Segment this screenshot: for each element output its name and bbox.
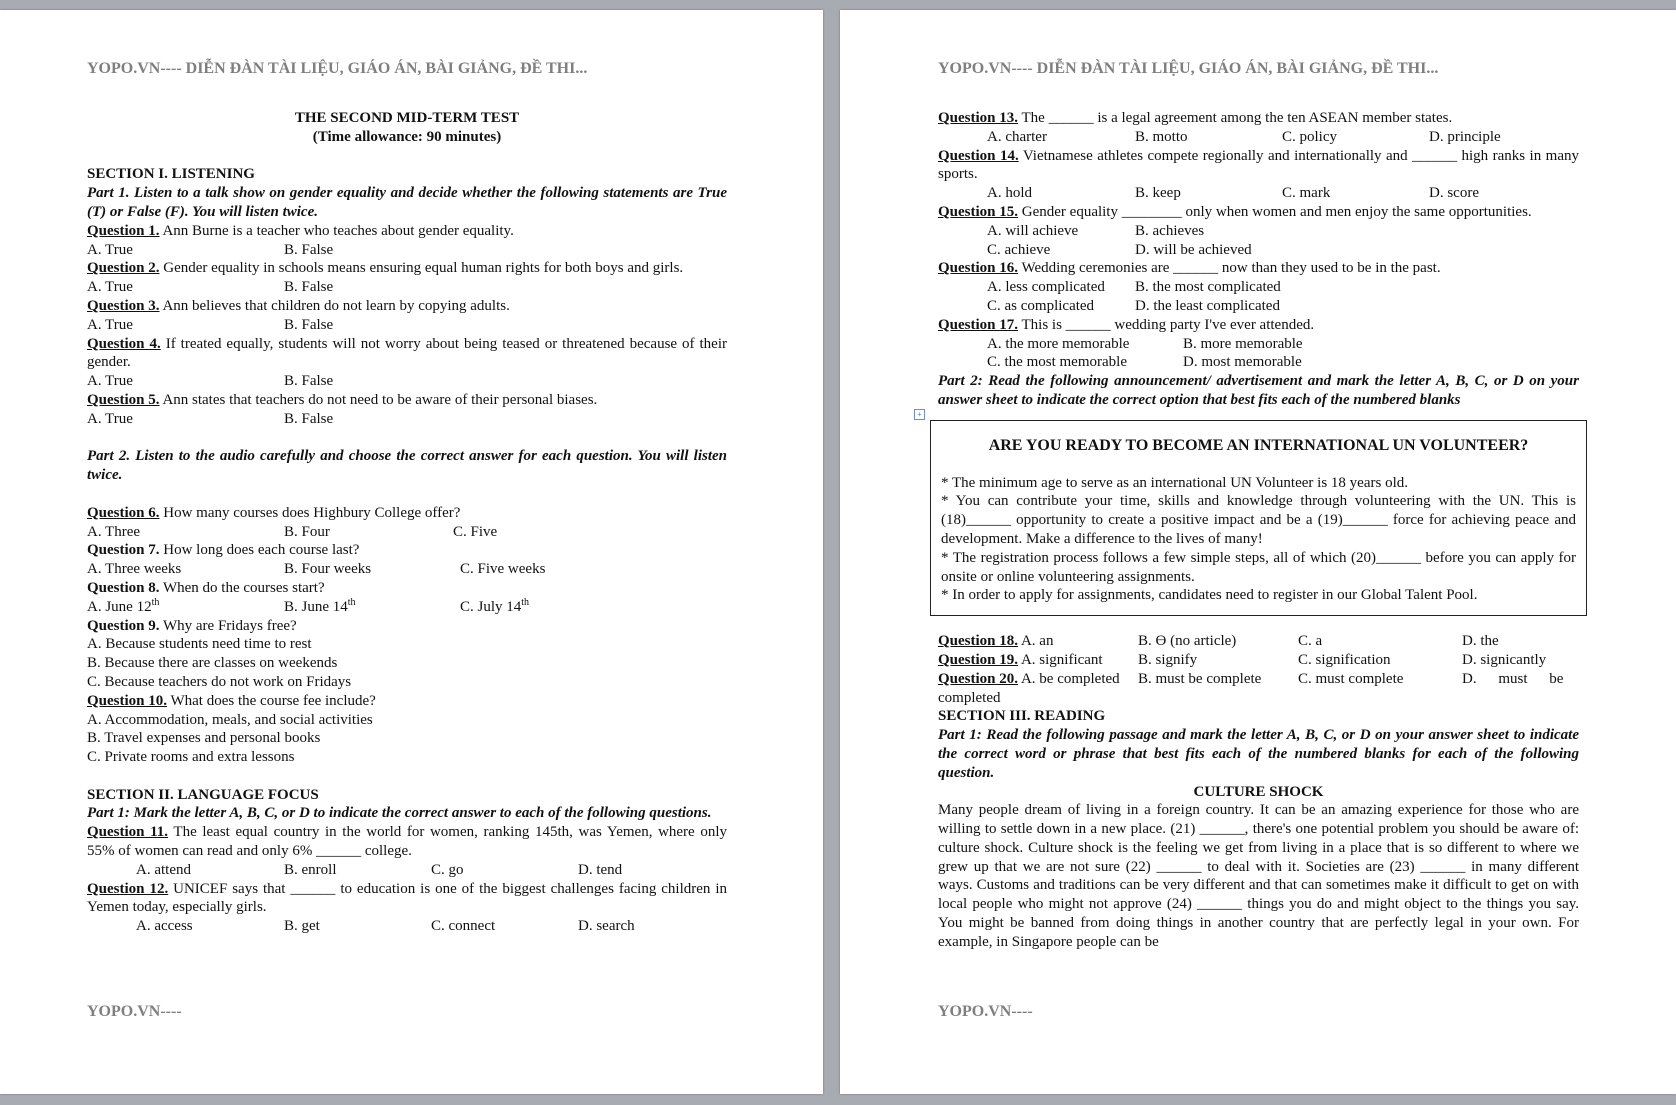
passage-title: CULTURE SHOCK <box>1193 783 1324 800</box>
question-9: Question 9. Why are Fridays free? <box>87 617 297 634</box>
question-3-options: A. True B. False <box>87 316 334 333</box>
question-18: Question 18. A. an B. ϴ (no article) C. a D. the <box>938 633 1499 650</box>
part1-lf-instructions: Part 1: Mark the letter A, B, C, or D to indicate the correct answer to each of the following questions. <box>87 805 712 822</box>
question-12: Question 12. UNICEF says that ______ to education is one of the biggest challenges facing children in Yemen today, especially girls. <box>87 880 727 916</box>
question-16-options-ab: A. less complicated B. the most complicated <box>987 279 1281 296</box>
page-footer: YOPO.VN---- <box>87 1003 182 1020</box>
question-10-option-a: A. Accommodation, meals, and social activities <box>87 711 373 728</box>
announcement-box <box>917 409 1587 616</box>
question-1-options <box>87 241 727 260</box>
page-right <box>840 10 1676 1094</box>
question-11: Question 11. The least equal country in the world for women, ranking 145th, was Yemen, where only 55% of women can read and only 6% ______ college. <box>87 824 728 860</box>
question-6-options: A. Three B. Four C. Five <box>87 523 498 540</box>
announcement-line-1: * The minimum age to serve as an international UN Volunteer is 18 years old. <box>941 474 1408 491</box>
question-17: Question 17. This is ______ wedding party I've ever attended. <box>938 316 1315 333</box>
question-10-option-c: C. Private rooms and extra lessons <box>87 749 295 766</box>
question-4: Question 4. If treated equally, students will not worry about being teased or threatened because of their gender. <box>87 335 727 371</box>
page-header: YOPO.VN---- DIỄN ĐÀN TÀI LIỆU, GIÁO ÁN, BÀI GIẢNG, ĐỀ THI... <box>938 60 1439 77</box>
reading-passage: Many people dream of living in a foreign country. It can be an amazing experience for those who are willing to settle down in a new place. (21) ______, there's one potential problem you should be aware of: culture shock. Culture shock is the feeling we get from living in a place that is so different to where we grew up that we are not sure (22) ______ to deal with it. Societies are (23) ______ in many different ways. Customs and traditions can be very different and that can sometimes make it difficult to get on with local people who might not approve (24) ______ things you do and might object to the things you say. You might be banned from doing things in another country that are perfectly legal in your own. For example, in Singapore people can be <box>938 802 1579 950</box>
section-language-focus: SECTION II. LANGUAGE FOCUS <box>87 786 319 803</box>
question-14: Question 14. Vietnamese athletes compete regionally and internationally and ______ high ranks in many sports. <box>938 147 1579 183</box>
move-anchor-icon[interactable]: + <box>914 409 925 420</box>
part2-rf-instructions: Part 2: Read the following announcement/ advertisement and mark the letter A, B, C, or D on your answer sheet to indicate the correct option that best fits each of the numbered blanks <box>938 373 1579 408</box>
question-10: Question 10. What does the course fee include? <box>87 692 376 709</box>
question-2: Question 2. Gender equality in schools means ensuring equal human rights for both boys and girls. <box>87 260 684 277</box>
question-9-option-b: B. Because there are classes on weekends <box>87 655 338 672</box>
question-16: Question 16. Wedding ceremonies are ______ now than they used to be in the past. <box>938 260 1441 277</box>
part1-reading-instructions: Part 1: Read the following passage and mark the letter A, B, C, or D on your answer sheet to indicate the correct word or phrase that best fits each of the numbered blanks for each of the following question. <box>938 727 1579 781</box>
question-16-options-cd: C. as complicated D. the least complicated <box>987 297 1280 314</box>
announcement-title: ARE YOU READY TO BECOME AN INTERNATIONAL UN VOLUNTEER? <box>988 436 1529 454</box>
question-3: Question 3. Ann believes that children do not learn by copying adults. <box>87 297 510 314</box>
question-8: Question 8. When do the courses start? <box>87 579 325 596</box>
part2-instructions: Part 2. Listen to the audio carefully and choose the correct answer for each question. You will listen twice. <box>87 448 727 484</box>
test-title: THE SECOND MID-TERM TEST <box>294 110 520 126</box>
question-6: Question 6. How many courses does Highbury College offer? <box>87 504 461 521</box>
section-listening: SECTION I. LISTENING <box>87 166 255 183</box>
question-7: Question 7. How long does each course last? <box>87 542 360 559</box>
option-b: B. False <box>284 241 334 258</box>
announcement-line-3: * The registration process follows a few simple steps, all of which (20)______ before you can apply for onsite or online volunteering assignments. <box>941 549 1576 585</box>
page-header: YOPO.VN---- DIỄN ĐÀN TÀI LIỆU, GIÁO ÁN, BÀI GIẢNG, ĐỀ THI... <box>87 60 588 77</box>
page-left <box>0 10 823 1094</box>
question-17-options-ab: A. the more memorable B. more memorable <box>987 335 1303 352</box>
time-allowance: (Time allowance: 90 minutes) <box>312 128 502 145</box>
question-7-options: A. Three weeks B. Four weeks C. Five weeks <box>87 561 546 578</box>
announcement-line-2: * You can contribute your time, skills and knowledge through volunteering with the UN. This is (18)______ opportunity to create a positive impact and be a (19)______ force for achieving peace and development. Make a difference to the lives of many! <box>941 493 1576 547</box>
question-2-options: A. True B. False <box>87 279 334 296</box>
question-15: Question 15. Gender equality ________ only when women and men enjoy the same opportunities. <box>938 203 1532 220</box>
question-14-options: A. hold B. keep C. mark D. score <box>987 185 1479 202</box>
page-footer: YOPO.VN---- <box>938 1003 1033 1020</box>
question-15-options-ab: A. will achieve B. achieves <box>987 222 1205 239</box>
question-13-options: A. charter B. motto C. policy D. principle <box>987 128 1501 145</box>
question-20: Question 20. A. be completed B. must be complete C. must complete D. must be <box>938 670 1564 687</box>
question-15-options-cd: C. achieve D. will be achieved <box>987 241 1252 258</box>
question-12-options: A. access B. get C. connect D. search <box>136 918 635 935</box>
part1-instructions: Part 1. Listen to a talk show on gender equality and decide whether the following statements are True (T) or False (F). You will listen twice. <box>87 185 727 220</box>
section-reading: SECTION III. READING <box>938 708 1106 725</box>
option-a: A. True <box>87 241 133 258</box>
announcement-line-4: * In order to apply for assignments, candidates need to register in our Global Talent Pool. <box>941 587 1478 604</box>
question-8-options: A. June 12th B. June 14th C. July 14th <box>87 596 530 615</box>
question-1: Question 1. Ann Burne is a teacher who teaches about gender equality. <box>87 222 514 239</box>
question-4-options: A. True B. False <box>87 373 334 390</box>
question-10-option-b: B. Travel expenses and personal books <box>87 730 321 747</box>
question-11-options: A. attend B. enroll C. go D. tend <box>136 861 623 878</box>
question-5: Question 5. Ann states that teachers do not need to be aware of their personal biases. <box>87 391 598 408</box>
question-13: Question 13. The ______ is a legal agreement among the ten ASEAN member states. <box>938 110 1453 126</box>
question-20-continued: completed <box>938 689 1001 706</box>
question-5-options: A. True B. False <box>87 410 334 427</box>
question-19: Question 19. A. significant B. signify C. signification D. signicantly <box>938 651 1547 668</box>
question-17-options-cd: C. the most memorable D. most memorable <box>987 354 1302 371</box>
question-9-option-a: A. Because students need time to rest <box>87 636 312 653</box>
question-9-option-c: C. Because teachers do not work on Fridays <box>87 673 352 690</box>
